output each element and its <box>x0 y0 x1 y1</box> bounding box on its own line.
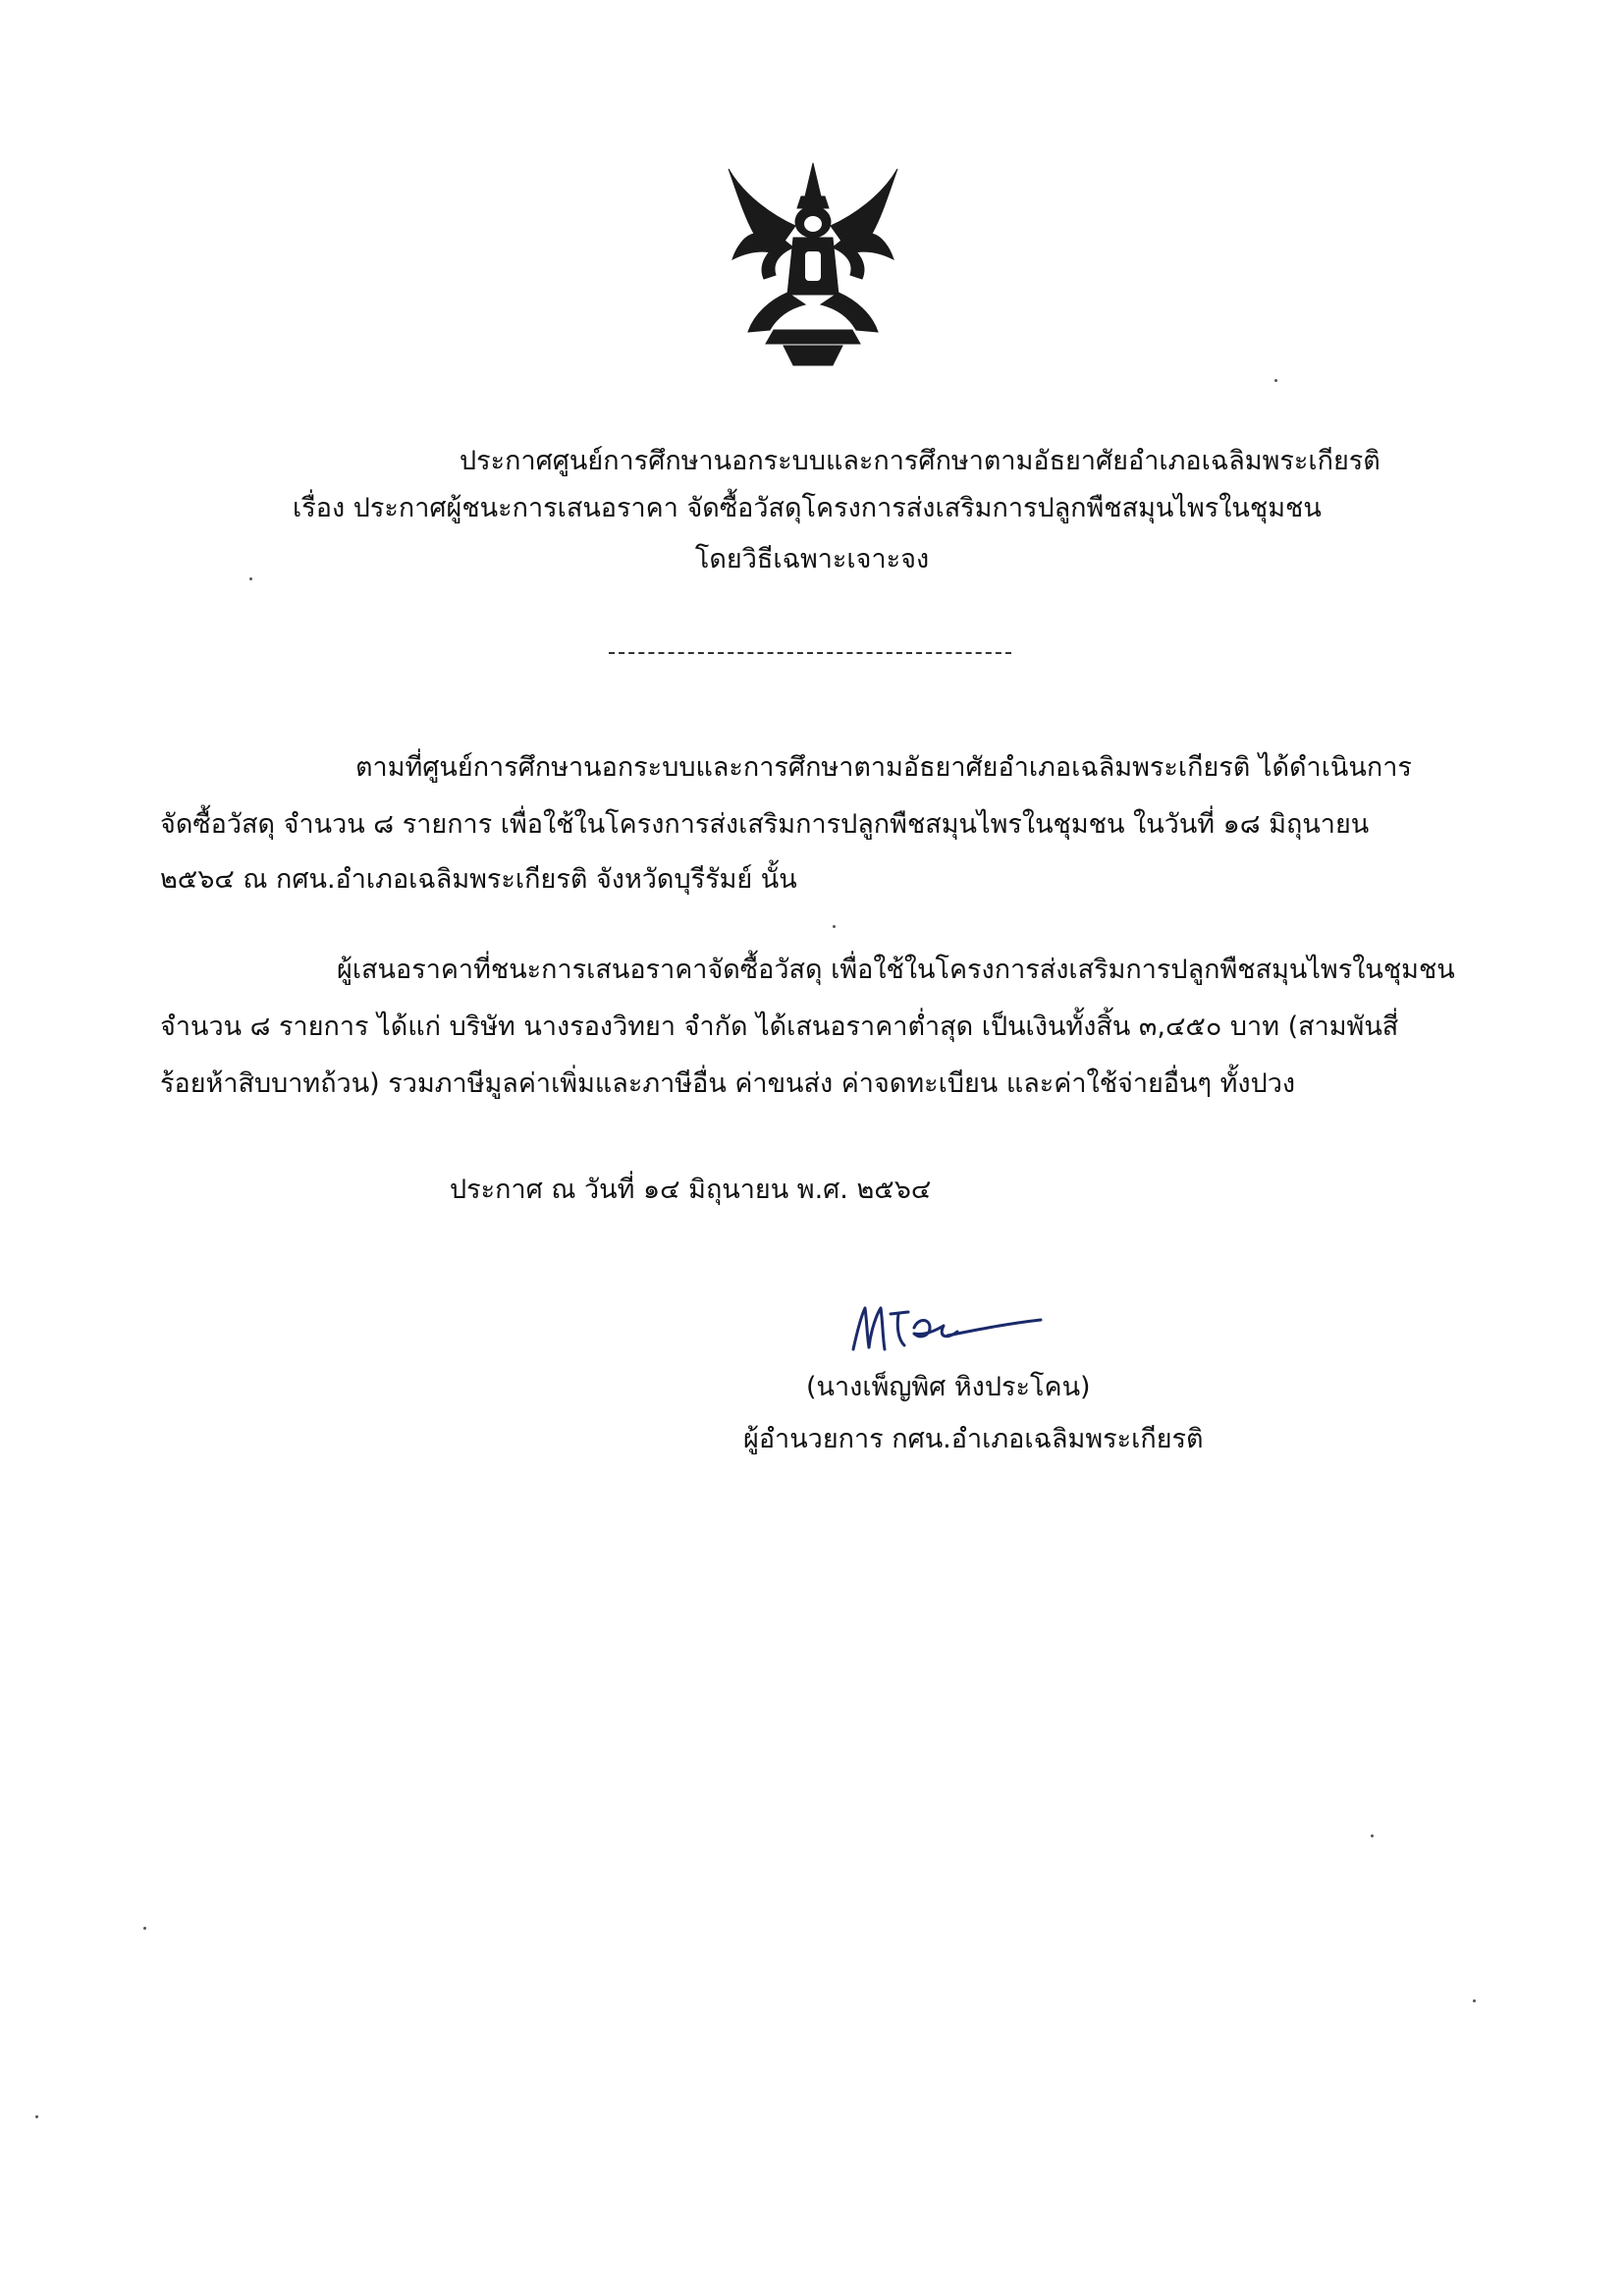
paragraph2-line3: ร้อยห้าสิบบาทถ้วน) รวมภาษีมูลค่าเพิ่มและภาษีอื่น ค่าขนส่ง ค่าจดทะเบียน และค่าใช้จ่ายอื่นๆ ทั้งปวง <box>160 1068 1296 1099</box>
paragraph2-line1: ผู้เสนอราคาที่ชนะการเสนอราคาจัดซื้อวัสดุ เพื่อใช้ในโครงการส่งเสริมการปลูกพืชสมุนไพรในชุมชน <box>337 955 1455 985</box>
paragraph2-line2: จำนวน ๘ รายการ ได้แก่ บริษัท นางรองวิทยา จำกัด ได้เสนอราคาต่ำสุด เป็นเงินทั้งสิ้น ๓,๔๕๐ บาท (สามพันสี่ <box>160 1011 1399 1042</box>
announce-date: ประกาศ ณ วันที่ ๑๔ มิถุนายน พ.ศ. ๒๕๖๔ <box>450 1175 932 1205</box>
signatory-position: ผู้อำนวยการ กศน.อำเภอเฉลิมพระเกียรติ <box>743 1424 1204 1454</box>
paragraph1-line2: จัดซื้อวัสดุ จำนวน ๘ รายการ เพื่อใช้ในโครงการส่งเสริมการปลูกพืชสมุนไพรในชุมชน ในวันที่ ๑๘ มิถุนายน <box>160 809 1370 840</box>
paragraph1-line3: ๒๕๖๔ ณ กศน.อำเภอเฉลิมพระเกียรติ จังหวัดบุรีรัมย์ นั้น <box>160 864 797 895</box>
header-subject-line: เรื่อง ประกาศผู้ชนะการเสนอราคา จัดซื้อวัสดุโครงการส่งเสริมการปลูกพืชสมุนไพรในชุมชน <box>293 493 1322 523</box>
signatory-name: (นางเพ็ญพิศ หิงประโคน) <box>806 1372 1091 1402</box>
garuda-emblem-icon <box>715 157 911 373</box>
paragraph1-line1: ตามที่ศูนย์การศึกษานอกระบบและการศึกษาตามอัธยาศัยอำเภอเฉลิมพระเกียรติ ได้ดำเนินการ <box>355 752 1412 783</box>
scan-speck <box>1371 1834 1374 1837</box>
scan-speck <box>35 2115 38 2118</box>
header-title-line: ประกาศศูนย์การศึกษานอกระบบและการศึกษาตามอัธยาศัยอำเภอเฉลิมพระเกียรติ <box>460 446 1380 476</box>
separator-dashes <box>609 652 1011 654</box>
scan-speck <box>1274 379 1277 382</box>
signature-image <box>839 1288 1056 1367</box>
scan-speck <box>833 925 836 928</box>
scan-speck <box>1473 1999 1476 2002</box>
scan-speck <box>249 577 252 580</box>
header-method-line: โดยวิธีเฉพาะเจาะจง <box>694 544 930 574</box>
scan-speck <box>143 1927 146 1930</box>
